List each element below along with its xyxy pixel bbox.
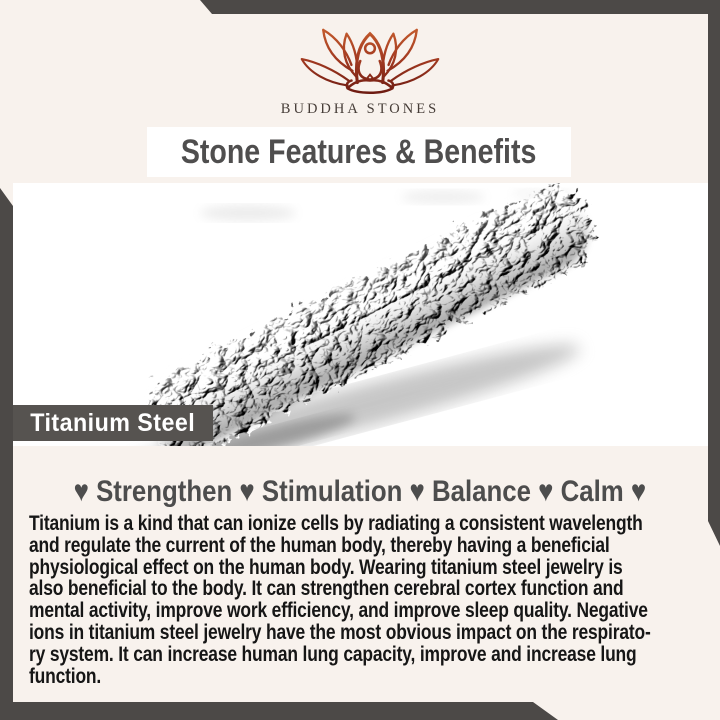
paragraph-line: Titanium is a kind that can ionize cells by radiating a consistent wavelength [29,512,643,535]
material-label-text: Titanium Steel [30,408,196,437]
paragraph-line: also beneficial to the body. It can strengthen cerebral cortex function and [29,577,624,601]
section-title-band [147,127,571,177]
paragraph-line: ions in titanium steel jewelry have the most obvious impact on the respirato- [29,620,651,644]
brand-name: BUDDHA STONES [280,101,440,117]
benefits-heading: ♥ Strengthen ♥ Stimulation ♥ Balance ♥ Calm ♥ [73,475,647,508]
paragraph-line: ry system. It can increase human lung capacity, improve and increase lung [29,642,637,666]
paragraph-line: mental activity, improve work efficiency, and improve sleep quality. Negative [29,599,648,623]
paragraph-line: and regulate the current of the human body, thereby having a beneficial [29,533,610,557]
product-photo-panel [13,183,708,446]
paragraph-line: function. [29,664,102,688]
benefits-paragraph [29,513,691,687]
section-title: Stone Features & Benefits [181,132,537,171]
lotus-meditation-logo-icon [296,24,444,102]
material-label [13,405,213,441]
paragraph-line: physiological effect on the human body. Wearing titanium steel jewelry is [29,555,623,579]
